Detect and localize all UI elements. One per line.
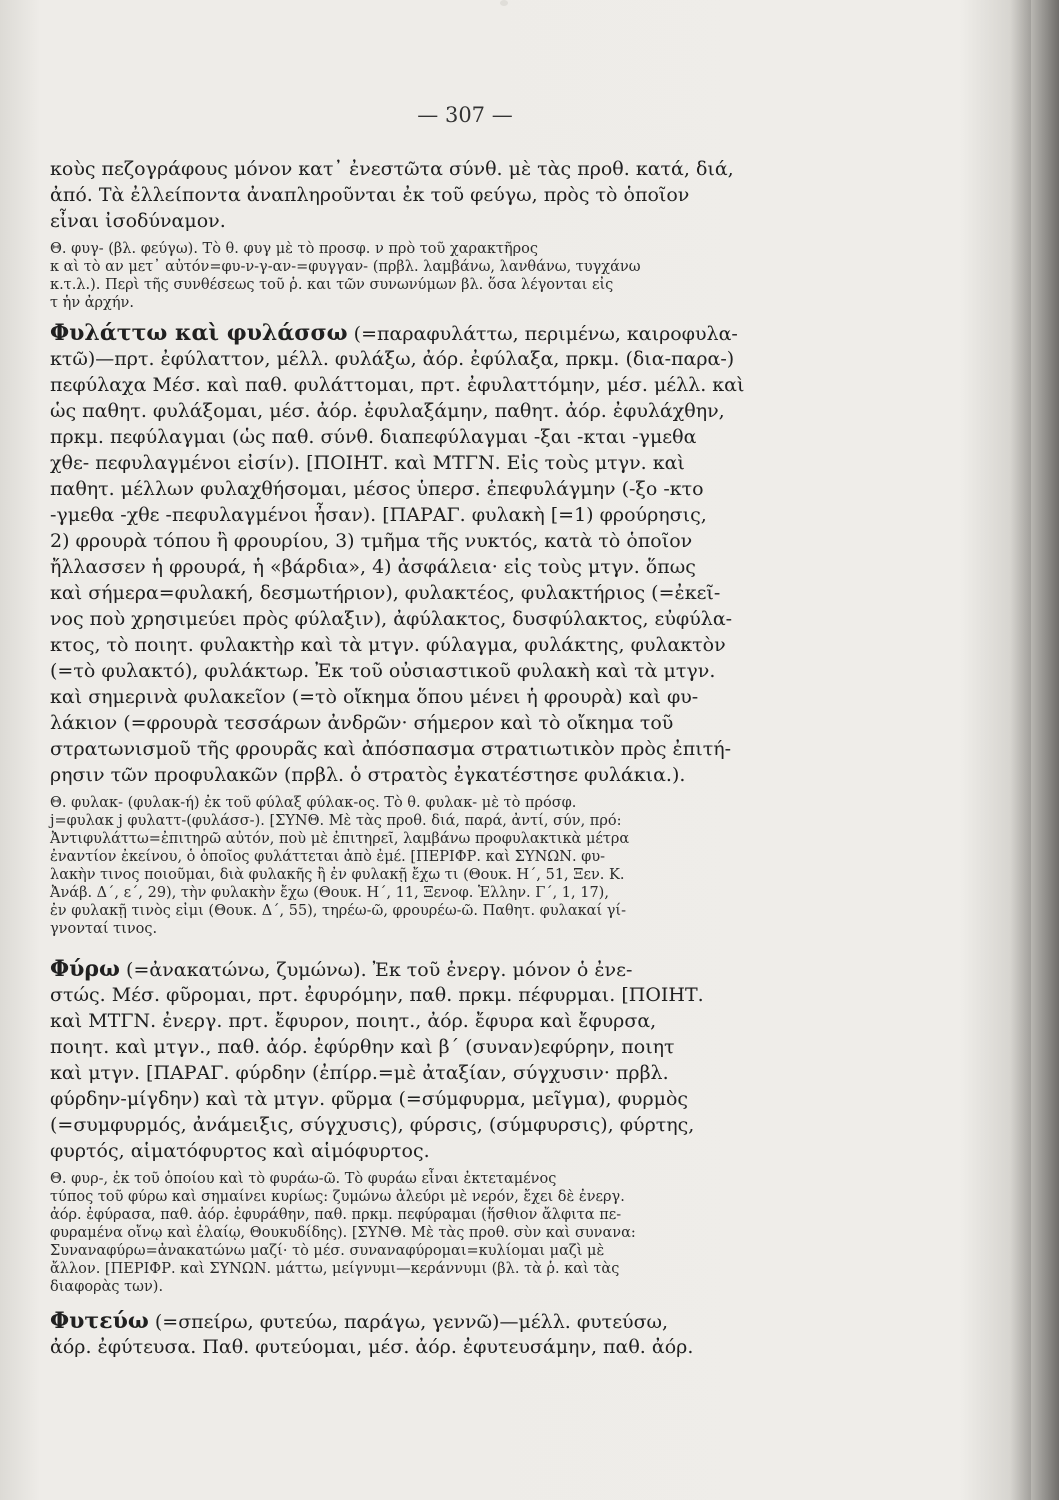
line-text: καὶ σήμερα=φυλακή, δεσμωτήριον), φυλακτέος, φυλακτήριος (=ἐκεῖ- <box>50 582 721 604</box>
page-fold-shadow <box>1031 0 1059 1500</box>
line-text: καὶ ΜΤΓΝ. ἐνεργ. πρτ. ἔφυρον, ποιητ., ἀόρ. ἔφυρα καὶ ἔφυρσα, <box>50 1010 657 1032</box>
text-line <box>50 582 720 604</box>
entry-line <box>50 1310 668 1333</box>
line-text: Συναναφύρω=ἀνακατώνω μαζί· τὸ μέσ. συναναφύρομαι=κυλίομαι μαζὶ μὲ <box>50 1243 605 1259</box>
text-line <box>50 686 698 708</box>
text-line <box>50 530 692 552</box>
text-line <box>50 374 744 396</box>
text-line <box>50 1242 604 1260</box>
line-text: ποιητ. καὶ μτγν., παθ. ἀόρ. ἐφύρθην καὶ β´ (συναν)εφύρην, ποιητ <box>50 1036 675 1058</box>
line-text: Ἀντιφυλάττω=ἐπιτηρῶ αὐτόν, ποὺ μὲ ἐπιτηρεῖ, λαμβάνω προφυλακτικὰ μέτρα <box>50 831 630 847</box>
line-text: j=φυλακ j φυλαττ-(φυλάσσ-). [ΣΥΝΘ. Μὲ τὰς προθ. διά, παρά, ἀντί, σύν, πρό: <box>50 813 622 829</box>
text-line <box>50 348 734 370</box>
line-text: γνονταί τινος. <box>50 921 158 937</box>
line-text: κ αὶ τὸ αν μετ᾿ αὐτόν=φυ-ν-γ-αν-=φυγγαν- (πρβλ. λαμβάνω, λανθάνω, τυγχάνω <box>50 259 641 275</box>
text-line <box>50 738 731 760</box>
text-line <box>50 184 689 206</box>
text-line <box>50 400 725 422</box>
line-text: -γμεθα -χθε -πεφυλαγμένοι ἦσαν). [ΠΑΡΑΓ. φυλακὴ [=1) φρούρησις, <box>50 504 707 526</box>
scan-blemish <box>500 0 508 6</box>
line-text: τ ἡν ἀρχήν. <box>50 295 134 311</box>
line-text: καὶ μτγν. [ΠΑΡΑΓ. φύρδην (ἐπίρρ.=μὲ ἀταξίαν, σύγχυσιν· πρβλ. <box>50 1062 669 1084</box>
line-text: νος ποὺ χρησιμεύει πρὸς φύλαξιν), ἀφύλακτος, δυσφύλακτος, εὐφύλα- <box>50 608 733 630</box>
line-text: ἀπό. Τὰ ἐλλείποντα ἀναπληροῦνται ἐκ τοῦ φεύγω, πρὸς τὸ ὁποῖον <box>50 184 690 206</box>
text-line <box>50 504 707 526</box>
line-text: στρατωνισμοῦ τῆς φρουρᾶς καὶ ἀπόσπασμα στρατιωτικὸν πρὸς ἐπιτή- <box>50 738 732 760</box>
text-line <box>50 1260 619 1278</box>
line-text: φύρδην-μίγδην) καὶ τὰ μτγν. φῦρμα (=σύμφυρμα, μεῖγμα), φυρμὸς <box>50 1088 689 1110</box>
line-text: Ἀνάβ. Δ´, ε´, 29), τὴν φυλακὴν ἔχω (Θουκ. Η´, 11, Ξενοφ. Ἑλλην. Γ´, 1, 17), <box>50 885 609 901</box>
entry-headword: Φυλάττω καὶ φυλάσσω <box>50 320 348 346</box>
text-line <box>50 426 696 448</box>
text-line <box>50 866 624 884</box>
line-text: πρκμ. πεφύλαγμαι (ὡς παθ. σύνθ. διαπεφύλαγμαι -ξαι -κται -γμεθα <box>50 426 697 448</box>
line-text: (=συμφυρμός, ἀνάμειξις, σύγχυσις), φύρσις, (σύμφυρσις), φύρτης, <box>50 1114 695 1136</box>
text-line <box>50 884 609 902</box>
text-line <box>50 608 732 630</box>
text-line <box>50 1010 656 1032</box>
line-text: χθε- πεφυλαγμένοι εἰσίν). [ΠΟΙΗΤ. καὶ ΜΤΓΝ. Εἰς τοὺς μτγν. καὶ <box>50 452 685 474</box>
entry-line <box>50 322 738 345</box>
line-text: ἀόρ. ἐφύρασα, παθ. ἀόρ. ἐφυράθην, παθ. πρκμ. πεφύραμαι (ἥσθιον ἄλφιτα πε- <box>50 1207 622 1223</box>
text-line <box>50 258 641 276</box>
text-line <box>50 812 621 830</box>
line-text: στώς. Μέσ. φῦρομαι, πρτ. ἐφυρόμην, παθ. πρκμ. πέφυρμαι. [ΠΟΙΗΤ. <box>50 984 704 1006</box>
text-line <box>50 830 629 848</box>
line-text: ἤλλασσεν ἡ φρουρά, ἡ «βάρδια», 4) ἀσφάλεια· εἰς τοὺς μτγν. ὅπως <box>50 556 696 578</box>
text-line <box>50 210 226 232</box>
text-line <box>50 1088 688 1110</box>
text-line <box>50 1278 163 1296</box>
text-line <box>50 1170 556 1188</box>
text-line <box>50 634 726 656</box>
line-text: ὡς παθητ. φυλάξομαι, μέσ. ἀόρ. ἐφυλαξάμην, παθητ. ἀόρ. ἐφυλάχθην, <box>50 400 725 422</box>
line-text: ἄλλον. [ΠΕΡΙΦΡ. καὶ ΣΥΝΩΝ. μάττω, μείγνυμι—κεράννυμι (βλ. τὰ ῥ. καὶ τὰς <box>50 1261 620 1277</box>
line-text: (=ἀνακατώνω, ζυμώνω). Ἐκ τοῦ ἐνεργ. μόνον ὁ ἐνε- <box>120 959 633 981</box>
text-line <box>50 1224 636 1242</box>
line-text: λακὴν τινος ποιοῦμαι, διὰ φυλακῆς ἢ ἐν φυλακῇ ἔχω τι (Θουκ. Η´, 51, Ξεν. Κ. <box>50 867 625 883</box>
line-text: ἐν φυλακῇ τινὸς εἰμι (Θουκ. Δ´, 55), τηρέω-ῶ, φρουρέω-ῶ. Παθητ. φυλακαί γί- <box>50 903 627 919</box>
entry-line <box>50 958 632 981</box>
text-line <box>50 452 685 474</box>
text-line <box>50 1062 669 1084</box>
line-text: ρησιν τῶν προφυλακῶν (πρβλ. ὁ στρατὸς ἐγκατέστησε φυλάκια.). <box>50 764 686 786</box>
text-line <box>50 848 605 866</box>
entry-headword: Φυτεύω <box>50 1308 149 1334</box>
text-line <box>50 712 673 734</box>
line-text: κτος, τὸ ποιητ. φυλακτὴρ καὶ τὰ μτγν. φύλαγμα, φυλάκτης, φυλακτὸν <box>50 634 726 656</box>
text-line <box>50 1036 675 1058</box>
text-line <box>50 1206 621 1224</box>
line-text: εἶναι ἰσοδύναμον. <box>50 210 226 232</box>
line-text: διαφορὰς των). <box>50 1279 164 1295</box>
line-text: 2) φρουρὰ τόπου ἢ φρουρίου, 3) τμῆμα τῆς νυκτός, κατὰ τὸ ὁποῖον <box>50 530 693 552</box>
entry-headword: Φύρω <box>50 956 121 982</box>
text-line <box>50 1188 625 1206</box>
page-number: — 307 — <box>417 103 513 127</box>
line-text: (=τὸ φυλακτό), φυλάκτωρ. Ἐκ τοῦ οὐσιαστικοῦ φυλακὴ καὶ τὰ μτγν. <box>50 660 716 682</box>
line-text: Θ. φυγ- (βλ. φεύγω). Τὸ θ. φυγ μὲ τὸ προσφ. ν πρὸ τοῦ χαρακτῆρος <box>50 241 539 257</box>
text-line <box>50 478 704 500</box>
text-line <box>50 764 685 786</box>
line-text: τύπος τοῦ φύρω καὶ σημαίνει κυρίως: ζυμώνω ἀλεύρι μὲ νερόν, ἔχει δὲ ἐνεργ. <box>50 1189 625 1205</box>
text-line <box>50 158 734 180</box>
line-text: πεφύλαχα Μέσ. καὶ παθ. φυλάττομαι, πρτ. ἐφυλαττόμην, μέσ. μέλλ. καὶ <box>50 374 745 396</box>
text-line <box>50 794 576 812</box>
line-text: κοὺς πεζογράφους μόνον κατ᾿ ἐνεστῶτα σύνθ. μὲ τὰς προθ. κατά, διά, <box>50 158 734 180</box>
line-text: ἀόρ. ἐφύτευσα. Παθ. φυτεύομαι, μέσ. ἀόρ. ἐφυτευσάμην, παθ. ἀόρ. <box>50 1336 694 1358</box>
text-line <box>50 984 704 1006</box>
line-text: λάκιον (=φρουρὰ τεσσάρων ἀνδρῶν· σήμερον καὶ τὸ οἴκημα τοῦ <box>50 712 674 734</box>
text-line <box>50 556 696 578</box>
text-line <box>50 920 157 938</box>
text-line <box>50 902 626 920</box>
line-text: (=σπείρω, φυτεύω, παράγω, γεννῶ)—μέλλ. φυτεύσω, <box>148 1311 669 1333</box>
line-text: (=παραφυλάττω, περιμένω, καιροφυλα- <box>347 323 738 345</box>
text-line <box>50 276 613 294</box>
text-line <box>50 240 538 258</box>
line-text: κ.τ.λ.). Περὶ τῆς συνθέσεως τοῦ ῥ. και τῶν συνωνύμων βλ. ὅσα λέγονται εἰς <box>50 277 614 293</box>
line-text: παθητ. μέλλων φυλαχθήσομαι, μέσος ὑπερσ. ἐπεφυλάγμην (-ξο -κτο <box>50 478 704 500</box>
text-line <box>50 1140 430 1162</box>
line-text: φυραμένα οἴνῳ καὶ ἐλαίῳ, Θουκυδίδης). [ΣΥΝΘ. Μὲ τὰς προθ. σὺν καὶ συνανα: <box>50 1225 636 1241</box>
text-line <box>50 1336 693 1358</box>
line-text: ἐναντίον ἐκείνου, ὁ ὁποῖος φυλάττεται ἀπὸ ἐμέ. [ΠΕΡΙΦΡ. καὶ ΣΥΝΩΝ. φυ- <box>50 849 606 865</box>
text-line <box>50 660 715 682</box>
text-line <box>50 294 134 312</box>
text-line <box>50 1114 694 1136</box>
line-text: φυρτός, αἱματόφυρτος καὶ αἱμόφυρτος. <box>50 1140 430 1162</box>
line-text: καὶ σημερινὰ φυλακεῖον (=τὸ οἴκημα ὅπου μένει ἡ φρουρὰ) καὶ φυ- <box>50 686 699 708</box>
line-text: κτῶ)—πρτ. ἐφύλαττον, μέλλ. φυλάξω, ἀόρ. ἐφύλαξα, πρκμ. (δια-παρα-) <box>50 348 735 370</box>
line-text: Θ. φυλακ- (φυλακ-ή) ἐκ τοῦ φύλαξ φύλακ-ος. Τὸ θ. φυλακ- μὲ τὸ πρόσφ. <box>50 795 577 811</box>
line-text: Θ. φυρ-, ἐκ τοῦ ὁποίου καὶ τὸ φυράω-ῶ. Τὸ φυράω εἶναι ἐκτεταμένος <box>50 1171 557 1187</box>
